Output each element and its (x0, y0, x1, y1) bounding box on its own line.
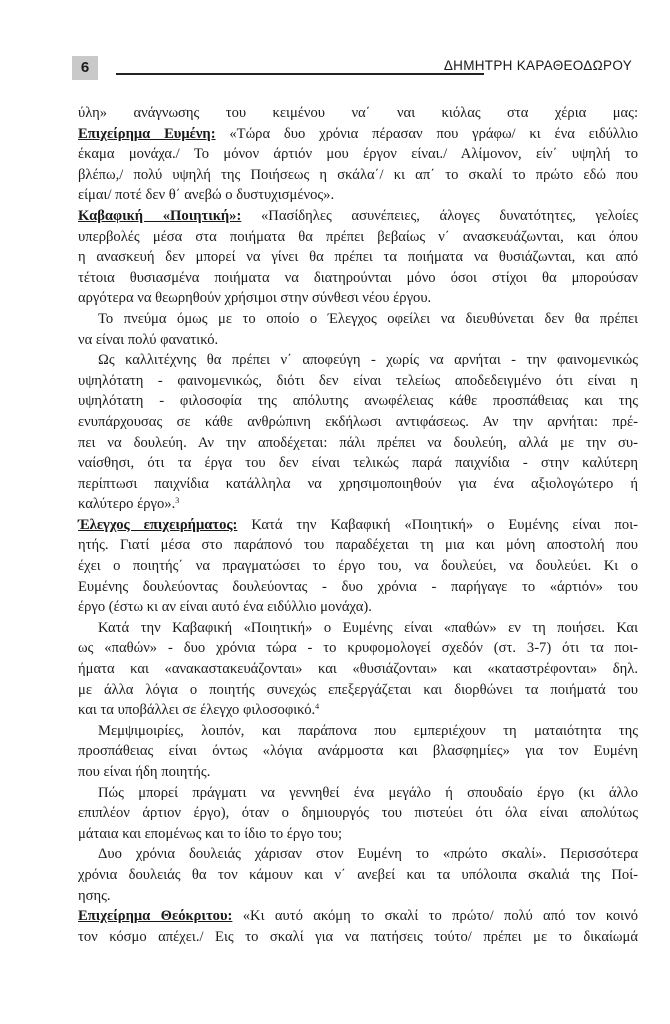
text-line: Ευμένης δουλεύοντας δουλεύοντας - δυο χρόνια - παρήγαγε το «άρτιόν» του (78, 578, 638, 595)
text-line: έκαμα μονάχα./ Το μόνον άρτιόν μου έργον είναι./ Αλίμονον, είν΄ υψηλή το (78, 146, 638, 163)
text-line (78, 906, 638, 927)
page-header (72, 56, 632, 84)
text-line: Ως καλλιτέχνης θα πρέπει ν΄ αποφεύγη - χωρίς να αρνήται - την φαινομενικώς (98, 352, 638, 369)
text-line (78, 515, 638, 536)
header-rule (116, 73, 484, 75)
footnote-marker: 3 (175, 496, 180, 506)
text-line: υπερβολές μέσα στα ποιήματα θα πρέπει βεβαίως ν΄ ανασκευάζωνται, και όπου (78, 228, 638, 245)
text-line: ύλη» ανάγνωσης του κειμένου να΄ ναι κιόλας στα χέρια μας: (78, 105, 638, 121)
text-line: έργο (έστω κι αν είναι αυτό ένα ειδύλλιο μονάχα). (78, 599, 372, 616)
text-line: ητής. Γιατί μέσα στο παράπονό του παραδέχεται τη μια και μόνη αποστολή που (78, 537, 638, 554)
text-line (78, 124, 638, 145)
text-line: έχει ο ποιητής΄ να πραγματώσει το έργο του, να δουλεύει, να δουλεύει. Κι ο (78, 558, 638, 575)
text-line: ναίσθησι, ότι τα έργα του δεν είναι τελικώς παρά παιχνίδια - στην καλύτερη (78, 455, 638, 472)
text-line: με άλλα λόγια ο ποιητής συνεχώς επεξεργάζεται και διορθώνει τα ποιήματά του (78, 681, 638, 698)
text-line: ως «παθών» - δυο χρόνια τώρα - το κρυφομολογεί σχεδόν (στ. 3-7) ότι τα ποι- (78, 640, 638, 657)
text-line: χρόνια δουλειάς θα τον κάμουν και ν΄ ανεβεί και τα υπόλοιπα σκαλιά της Ποί- (78, 866, 638, 883)
section-heading: Επιχείρημα Θεόκριτου: (78, 908, 233, 925)
text-line: βλέπω,/ πολύ υψηλή της Ποιήσεως η σκάλα΄/ κι απ΄ το σκαλί το πρώτο εδώ που (78, 166, 638, 183)
text-fragment: και τα υποβάλλει σε έλεγχο φιλοσοφικό. (78, 702, 316, 719)
text-line: ενυπάρχουσας σε κάθε ανθρώπινη εκδήλωσι αντιφάσεως. Αν την αρνήται: πρέ- (78, 413, 638, 430)
text-line: αργότερα να θεωρηθούν χρήσιμοι στην σύνθεσι νέου έργου. (78, 290, 432, 307)
text-line: Δυο χρόνια δουλειάς χάρισαν στον Ευμένη το «πρώτο σκαλί». Περισσότερα (98, 846, 638, 863)
text-line: Το πνεύμα όμως με το οποίο ο Έλεγχος οφείλει να διευθύνεται δεν θα πρέπει (98, 310, 638, 327)
text-line: περίπτωσι παιχνίδια κατάλληλα να χρησιμοποιηθούν για ένα αξιολογώτερο ή (78, 475, 638, 492)
text-line (78, 206, 638, 227)
text-line: που είναι ήδη ποιητής. (78, 764, 211, 780)
text-line: ησης. (78, 887, 111, 904)
text-line: προσπάθειας είναι όντως «λόγια ανάρμοστα και βλασφημίες» για τον Ευμένη (78, 743, 638, 760)
text-line: Κατά την Καβαφική «Ποιητική» ο Ευμένης είναι «παθών» εν τη ποιήσει. Και (98, 619, 638, 636)
text-line: Πώς μπορεί πράγματι να γεννηθεί ένα μεγάλο ή σπουδαίο έργο (κι άλλο (98, 784, 638, 801)
text-fragment: Κατά την Καβαφική «Ποιητική» ο Ευμένης είναι ποι- (237, 516, 638, 533)
text-line: επιπλέον άρτιον έργο), όταν ο δημιουργός του πιστεύει ότι όλα είναι απολύτως (78, 805, 638, 822)
page-number: 6 (72, 56, 98, 80)
section-heading: Επιχείρημα Ευμένη: (78, 125, 216, 142)
text-line: να είναι πολύ φανατικό. (78, 331, 219, 348)
body-text (78, 103, 638, 947)
text-fragment: «Πασίδηλες ασυνέπειες, άλογες δυνατότητες, γελοίες (241, 207, 638, 224)
footnote-marker: 4 (315, 702, 320, 712)
text-line: υψηλότατη - φαινομενικώς, διότι δεν είναι τελείως αποδεδειγμένο ότι είναι η (78, 372, 638, 389)
text-line: ήματα και «ανακαστακευάζονται» και «θυσιάζονται» και «καταστρέφονται» δηλ. (78, 661, 638, 678)
text-fragment: «Τώρα δυο χρόνια πέρασαν που γράφω/ κι ένα ειδύλλιο (215, 125, 639, 142)
running-head: ΔΗΜΗΤΡΗ ΚΑΡΑΘΕΟΔΩΡΟΥ (443, 58, 632, 73)
text-line: πει να δουλεύη. Αν την αποδέχεται: πάλι πρέπει να δουλεύη, αλλά με την συ- (78, 434, 638, 451)
text-line (78, 494, 638, 515)
section-heading: Έλεγχος επιχειρήματος: (78, 516, 238, 533)
text-fragment: καλύτερο έργο». (78, 496, 176, 513)
section-heading: Καβαφική «Ποιητική»: (78, 207, 242, 224)
text-line: Μεμψιμοιρίες, λοιπόν, και παράπονα που εμπεριέχουν τη ματαιότητα της (98, 722, 638, 739)
text-line: η ανασκευή δεν μπορεί να γίνει θα πρέπει τα ποιήματα να θυσιάζωνται, και από (78, 249, 638, 266)
text-line: είμαι/ ποτέ δεν θ΄ ανεβώ ο δυστυχισμένος». (78, 187, 335, 204)
text-line: τέτοια θυσιασμένα ποιήματα να διατηρούνται μόνο όσοι στίχοι θα μπορούσαν (78, 269, 638, 286)
text-fragment: «Κι αυτό ακόμη το σκαλί το πρώτο/ πολύ από τον κοινό (232, 908, 638, 925)
text-line: τον κόσμο απέχει./ Εις το σκαλί για να πατήσεις τούτο/ πρέπει με το δικαίωμά (78, 928, 638, 945)
text-line (78, 700, 638, 721)
text-line: υψηλότατη - φιλοσοφία της απόλυτης ανωφέλειας κάθε προσπάθειας και της (78, 393, 638, 410)
text-line: μάταια και επομένως και το ίδιο το έργο του; (78, 825, 343, 842)
